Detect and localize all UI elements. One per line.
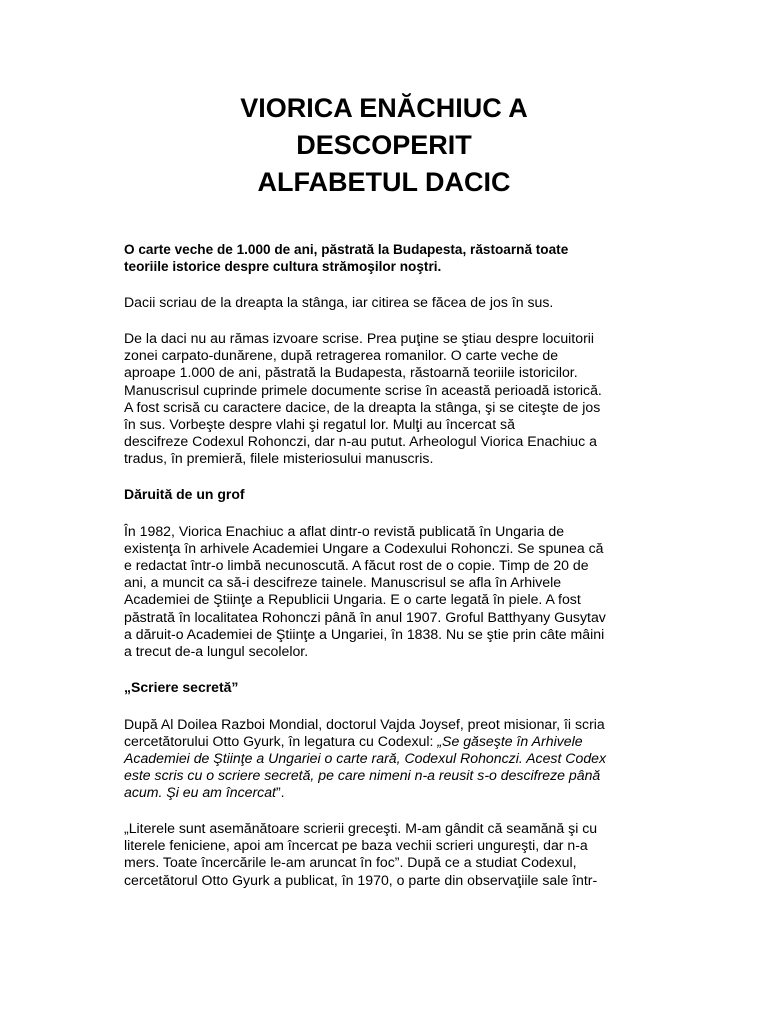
- quoted-text: este scris cu o scriere secretă, pe care nimeni n-a reusit s-o descifreze până: [124, 767, 601, 784]
- title-line: ALFABETUL DACIC: [257, 167, 511, 197]
- paragraph-3: [124, 523, 644, 660]
- text-line: O carte veche de 1.000 de ani, păstrată la Budapesta, răstoarnă toate: [124, 242, 569, 257]
- text-line: tradus, în premieră, filele misteriosului manuscris.: [124, 449, 434, 466]
- paragraph-2: [124, 330, 644, 467]
- text-line: Manuscrisul cuprinde primele documente scrise în această perioadă istorică.: [124, 381, 602, 398]
- text-line: mers. Toate încercările le-am aruncat în foc”. După ce a studiat Codexul,: [124, 854, 577, 871]
- quoted-text: „Se găseşte în Arhivele: [437, 732, 583, 749]
- text-run: cercetătorului Otto Gyurk, în legatura cu Codexul:: [124, 732, 438, 749]
- paragraph-1: [124, 294, 644, 311]
- text-line: „Literele sunt asemănătoare scrierii greceşti. M-am gândit că seamănă şi cu: [124, 820, 598, 837]
- section-heading: Dăruită de un grof: [124, 486, 245, 503]
- text-line: a trecut de-a lungul secolelor.: [124, 642, 309, 659]
- text-line: [124, 733, 644, 750]
- quoted-text: Academiei de Ştiinţe a Ungariei o carte rară, Codexul Rohonczi. Acest Codex: [124, 749, 607, 766]
- text-run: ”.: [275, 784, 285, 801]
- text-line: teoriile istorice despre cultura strămoşilor noştri.: [124, 259, 442, 275]
- text-line: ani, a muncit ca să-i descifreze tainele. Manuscrisul se afla în Arhivele: [124, 574, 562, 591]
- article-body: [124, 241, 644, 908]
- text-line: e redactat într-o limbă necunoscută. A făcut rost de o copie. Timp de 20 de: [124, 557, 589, 574]
- text-line: aproape 1.000 de ani, păstrată la Budapesta, răstoarnă teoriile istoricilor.: [124, 364, 578, 381]
- paragraph-4: [124, 716, 644, 801]
- lead-paragraph: [124, 241, 644, 275]
- text-line: a dăruit-o Academiei de Ştiinţe a Ungariei, în 1838. Nu se ştie prin câte mâini: [124, 625, 605, 642]
- article-title: [124, 90, 644, 201]
- text-line: Academiei de Ştiinţe a Republicii Ungaria. E o carte legată în piele. A fost: [124, 591, 581, 608]
- text-line: literele feniciene, apoi am încercat pe baza vechii scrieri ungureşti, dar n-a: [124, 837, 588, 854]
- text-line: De la daci nu au rămas izvoare scrise. Prea puţine se ştiau despre locuitorii: [124, 330, 595, 347]
- text-line: descifreze Codexul Rohonczi, dar n-au putut. Arheologul Viorica Enachiuc a: [124, 432, 597, 449]
- text-line: păstrată în localitatea Rohonczi până în anul 1907. Groful Batthyany Gusytav: [124, 608, 606, 625]
- text-line: A fost scrisă cu caractere dacice, de la dreapta la stânga, şi se citeşte de jos: [124, 398, 601, 415]
- title-line: DESCOPERIT: [296, 130, 472, 160]
- quoted-text: acum. Şi eu am încercat: [124, 784, 276, 801]
- text-line: În 1982, Viorica Enachiuc a aflat dintr-o revistă publicată în Ungaria de: [124, 523, 565, 540]
- text-line: După Al Doilea Razboi Mondial, doctorul Vajda Joysef, preot misionar, îi scria: [124, 715, 605, 732]
- section-heading: „Scriere secretă”: [124, 678, 239, 695]
- text-line: Dacii scriau de la dreapta la stânga, iar citirea se făcea de jos în sus.: [124, 294, 554, 311]
- text-line: [124, 784, 644, 801]
- text-line: existenţa în arhivele Academiei Ungare a Codexului Rohonczi. Se spunea că: [124, 540, 604, 557]
- text-line: zonei carpato-dunărene, după retragerea romanilor. O carte veche de: [124, 347, 559, 364]
- title-line: VIORICA ENĂCHIUC A: [240, 93, 528, 123]
- text-line: în sus. Vorbeşte despre vlahi şi regatul lor. Mulţi au încercat să: [124, 415, 515, 432]
- text-line: cercetătorul Otto Gyurk a publicat, în 1970, o parte din observaţiile sale într-: [124, 871, 598, 888]
- paragraph-5: [124, 820, 644, 888]
